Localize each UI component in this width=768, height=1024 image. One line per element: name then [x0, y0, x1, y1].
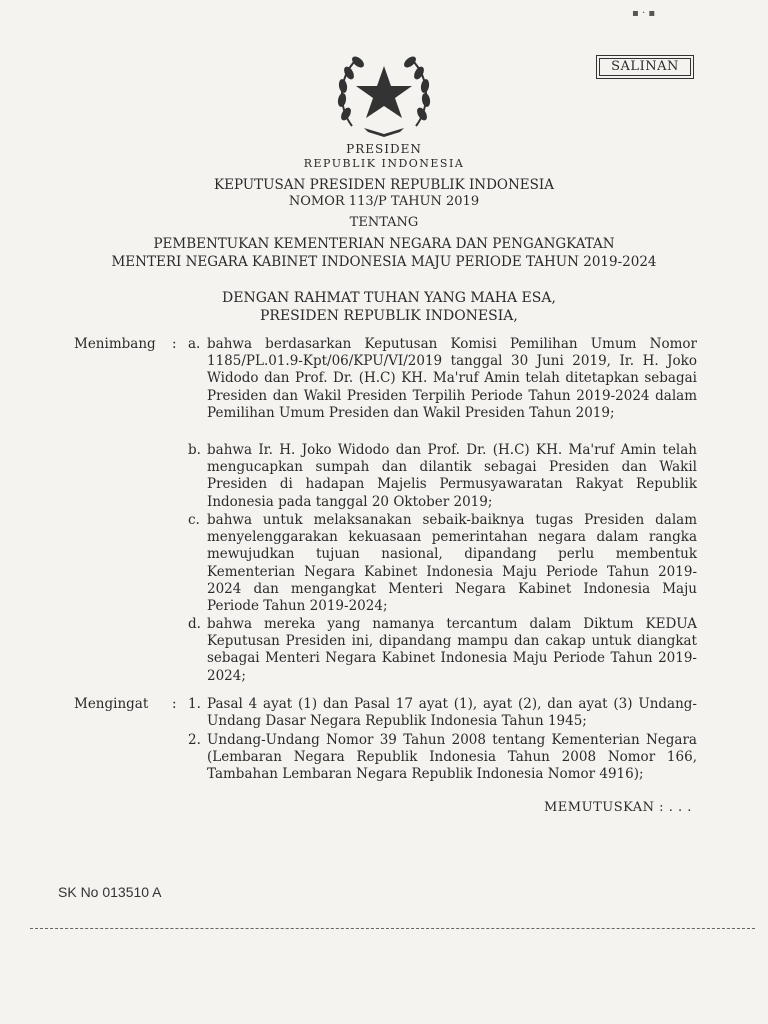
decree-title: KEPUTUSAN PRESIDEN REPUBLIK INDONESIA [214, 177, 554, 193]
mengingat-item-2: Undang-Undang Nomor 39 Tahun 2008 tentang Kementerian Negara (Lembaran Negara Republik Indonesia Tahun 2008 Nomor 166, Tambahan Lembaran Negara Republik Indonesia Nomor 4916); [207, 732, 697, 783]
mengingat-item-2-letter: 2. [188, 732, 201, 748]
mengingat-label: Mengingat [74, 696, 149, 712]
sk-number: SK No 013510 A [58, 884, 162, 900]
rahmat-line1: DENGAN RAHMAT TUHAN YANG MAHA ESA, [222, 290, 556, 306]
mengingat-colon: : [172, 696, 177, 712]
tentang-heading: TENTANG [349, 215, 419, 230]
menimbang-label: Menimbang [74, 336, 156, 352]
menimbang-colon: : [172, 336, 177, 352]
mengingat-item-1-letter: 1. [188, 696, 201, 712]
rahmat-line2: PRESIDEN REPUBLIK INDONESIA, [260, 308, 518, 324]
menimbang-item-b-letter: b. [188, 442, 201, 458]
decree-number: NOMOR 113/P TAHUN 2019 [288, 194, 480, 209]
mengingat-item-1: Pasal 4 ayat (1) dan Pasal 17 ayat (1), ayat (2), dan ayat (3) Undang-Undang Dasar Negara Republik Indonesia Tahun 1945; [207, 696, 697, 730]
menimbang-item-d-letter: d. [188, 616, 201, 632]
scan-speck: ▪ · ▪ [632, 8, 656, 19]
menimbang-item-b: bahwa Ir. H. Joko Widodo dan Prof. Dr. (H.C) KH. Ma'ruf Amin telah mengucapkan sumpah dan dilantik sebagai Presiden dan Wakil Presiden di hadapan Majelis Permusyawaratan Rakyat Republik Indonesia pada tanggal 20 Oktober 2019; [207, 442, 697, 510]
memutuskan-continuation: MEMUTUSKAN : . . . [544, 800, 692, 815]
salinan-stamp: SALINAN [596, 55, 694, 79]
footer-divider [30, 928, 755, 929]
menimbang-item-a-letter: a. [188, 336, 201, 352]
presiden-heading: PRESIDEN [346, 142, 422, 156]
menimbang-item-c: bahwa untuk melaksanakan sebaik-baiknya tugas Presiden dalam menyelenggarakan kekuasaan pemerintahan negara dalam rangka mewujudkan tujuan nasional, dipandang perlu membentuk Kementerian Negara Kabinet Indonesia Maju Periode Tahun 2019-2024 dan mengangkat Menteri Negara Kabinet Indonesia Maju Periode Tahun 2019-2024; [207, 512, 697, 615]
decree-subject-line1: PEMBENTUKAN KEMENTERIAN NEGARA DAN PENGANGKATAN [153, 236, 615, 252]
decree-subject-line2: MENTERI NEGARA KABINET INDONESIA MAJU PERIODE TAHUN 2019-2024 [111, 254, 657, 270]
garuda-star-emblem-icon [334, 48, 434, 138]
menimbang-item-a: bahwa berdasarkan Keputusan Komisi Pemilihan Umum Nomor 1185/PL.01.9-Kpt/06/KPU/VI/2019 tanggal 30 Juni 2019, Ir. H. Joko Widodo dan Prof. Dr. (H.C) KH. Ma'ruf Amin telah ditetapkan sebagai Presiden dan Wakil Presiden Terpilih Periode Tahun 2019-2024 dalam Pemilihan Umum Presiden dan Wakil Presiden Tahun 2019; [207, 336, 697, 421]
menimbang-item-c-letter: c. [188, 512, 200, 528]
menimbang-item-d: bahwa mereka yang namanya tercantum dalam Diktum KEDUA Keputusan Presiden ini, dipandang mampu dan cakap untuk diangkat sebagai Menteri Negara Kabinet Indonesia Maju Periode Tahun 2019-2024; [207, 616, 697, 684]
republik-heading: REPUBLIK INDONESIA [303, 157, 465, 170]
